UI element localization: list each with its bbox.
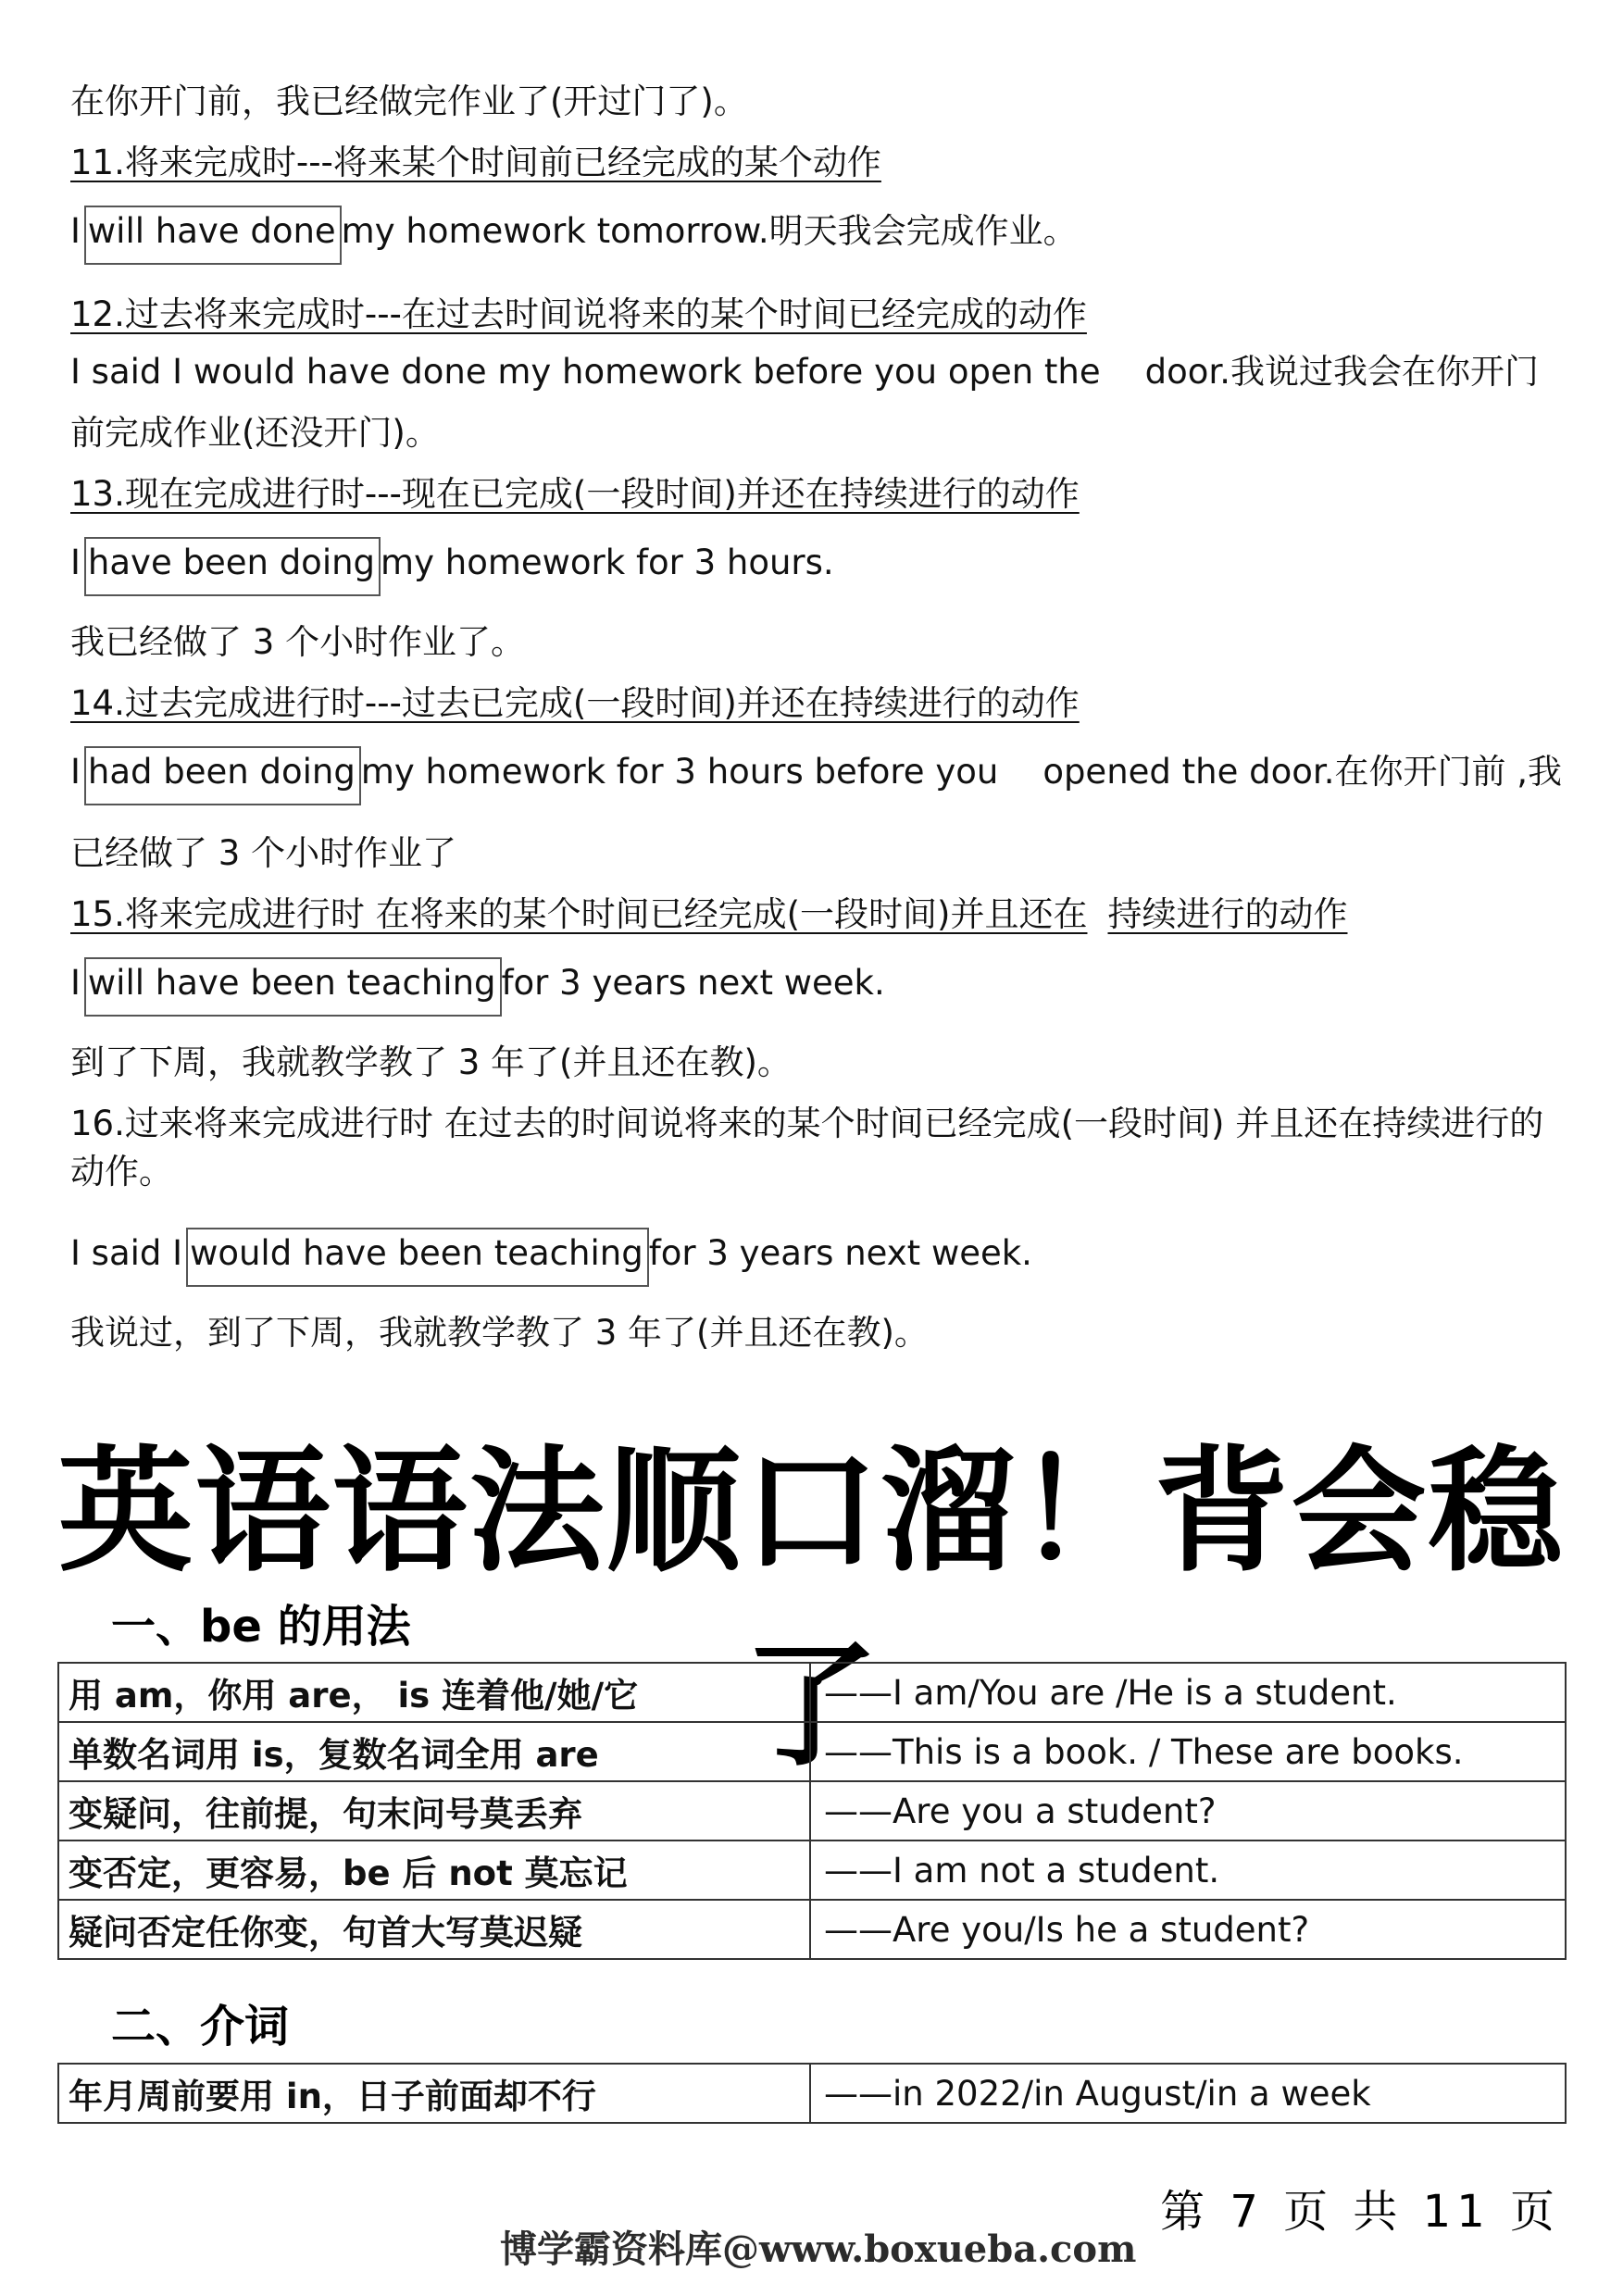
section-12-example-part2: door.我说过我会在你开门 — [1144, 352, 1539, 392]
section-13-verb-box: have been doing — [84, 537, 381, 596]
table-row — [58, 1900, 1566, 1959]
be-usage-table — [57, 1662, 1567, 1960]
section-14-verb-box: had been doing — [84, 746, 361, 805]
example-cell: ——in 2022/in August/in a week — [810, 2064, 1566, 2123]
table-row — [58, 1781, 1566, 1841]
section-14-rest-part2: opened the door.在你开门前 ,我 — [1042, 752, 1563, 792]
section-15-subject: I — [70, 963, 81, 1003]
section-13-rest: my homework for 3 hours. — [381, 543, 834, 582]
rule-cell: 用 am，你用 are， is 连着他/她/它 — [58, 1663, 810, 1722]
section-14-heading-text: 14.过去完成进行时---过去已完成(一段时间)并还在持续进行的动作 — [70, 683, 1080, 723]
page-title: 英语语法顺口溜！背会稳了 — [57, 1433, 1566, 1785]
section-11-example — [70, 206, 1567, 265]
section-16-subject: I said I — [70, 1233, 183, 1273]
section-16-verb-box: would have been teaching — [186, 1228, 649, 1287]
section-14-example — [70, 746, 1567, 805]
table-row — [58, 1663, 1566, 1722]
section-16-example — [70, 1228, 1567, 1287]
section-preposition-title: 二、介词 — [111, 2001, 290, 2053]
table-row — [58, 1722, 1566, 1781]
table-row — [58, 2064, 1566, 2123]
rule-cell: 疑问否定任你变，句首大写莫迟疑 — [58, 1900, 810, 1959]
section-15-heading-part2: 持续进行的动作 — [1107, 894, 1348, 934]
preposition-table — [57, 2063, 1567, 2124]
section-15-example — [70, 957, 1567, 1017]
example-cell: ——Are you/Is he a student? — [810, 1900, 1566, 1959]
rule-cell: 单数名词用 is，复数名词全用 are — [58, 1722, 810, 1781]
rule-cell: 变否定，更容易，be 后 not 莫忘记 — [58, 1841, 810, 1900]
section-12-example-cont: 前完成作业(还没开门)。 — [70, 413, 440, 453]
section-11-heading — [70, 139, 1567, 187]
section-13-subject: I — [70, 543, 81, 582]
section-14-subject: I — [70, 752, 81, 792]
section-11-heading-text: 11.将来完成时---将来某个时间前已经完成的某个动作 — [70, 143, 881, 182]
section-16-translation: 我说过，到了下周，我就教学教了 3 年了(并且还在教)。 — [70, 1313, 929, 1353]
example-cell: ——This is a book. / These are books. — [810, 1722, 1566, 1781]
section-14-rest-part1: my homework for 3 hours before you — [360, 752, 999, 792]
section-11-rest: my homework tomorrow.明天我会完成作业。 — [341, 211, 1078, 251]
table-row — [58, 1841, 1566, 1900]
section-11-subject: I — [70, 211, 81, 251]
section-15-rest: for 3 years next week. — [501, 963, 885, 1003]
section-13-heading — [70, 470, 1567, 518]
section-12-example-part1: I said I would have done my homework before you open the — [70, 352, 1101, 392]
section-12-example — [70, 348, 1567, 396]
section-15-heading-part1: 15.将来完成进行时 在将来的某个时间已经完成(一段时间)并且还在 — [70, 894, 1088, 934]
section-15-heading — [70, 891, 1567, 939]
intro-line: 在你开门前，我已经做完作业了(开过门了)。 — [70, 81, 748, 121]
watermark: 博学霸资料库@www.boxueba.com — [500, 2227, 1137, 2271]
section-14-heading — [70, 680, 1567, 728]
section-16-rest: for 3 years next week. — [648, 1233, 1032, 1273]
example-cell: ——I am not a student. — [810, 1841, 1566, 1900]
section-15-verb-box: will have been teaching — [84, 957, 502, 1017]
rule-cell: 变疑问，往前提，句末问号莫丢弃 — [58, 1781, 810, 1841]
section-be-title: 一、be 的用法 — [111, 1601, 411, 1653]
section-15-translation: 到了下周，我就教学教了 3 年了(并且还在教)。 — [70, 1042, 792, 1082]
section-12-heading-text: 12.过去将来完成时---在过去时间说将来的某个时间已经完成的动作 — [70, 294, 1087, 334]
section-16-heading: 16.过来将来完成进行时 在过去的时间说将来的某个时间已经完成(一段时间) 并且还在持续进行的动作。 — [70, 1104, 1544, 1192]
section-13-translation: 我已经做了 3 个小时作业了。 — [70, 622, 526, 662]
section-14-translation: 已经做了 3 个小时作业了 — [70, 833, 457, 873]
section-12-heading — [70, 291, 1567, 339]
rule-cell: 年月周前要用 in，日子前面却不行 — [58, 2064, 810, 2123]
example-cell: ——Are you a student? — [810, 1781, 1566, 1841]
example-cell: ——I am/You are /He is a student. — [810, 1663, 1566, 1722]
section-13-heading-text: 13.现在完成进行时---现在已完成(一段时间)并还在持续进行的动作 — [70, 474, 1080, 514]
section-13-example — [70, 537, 1567, 596]
page-number: 第 7 页 共 11 页 — [1160, 2186, 1560, 2238]
section-11-verb-box: will have done — [84, 206, 342, 265]
